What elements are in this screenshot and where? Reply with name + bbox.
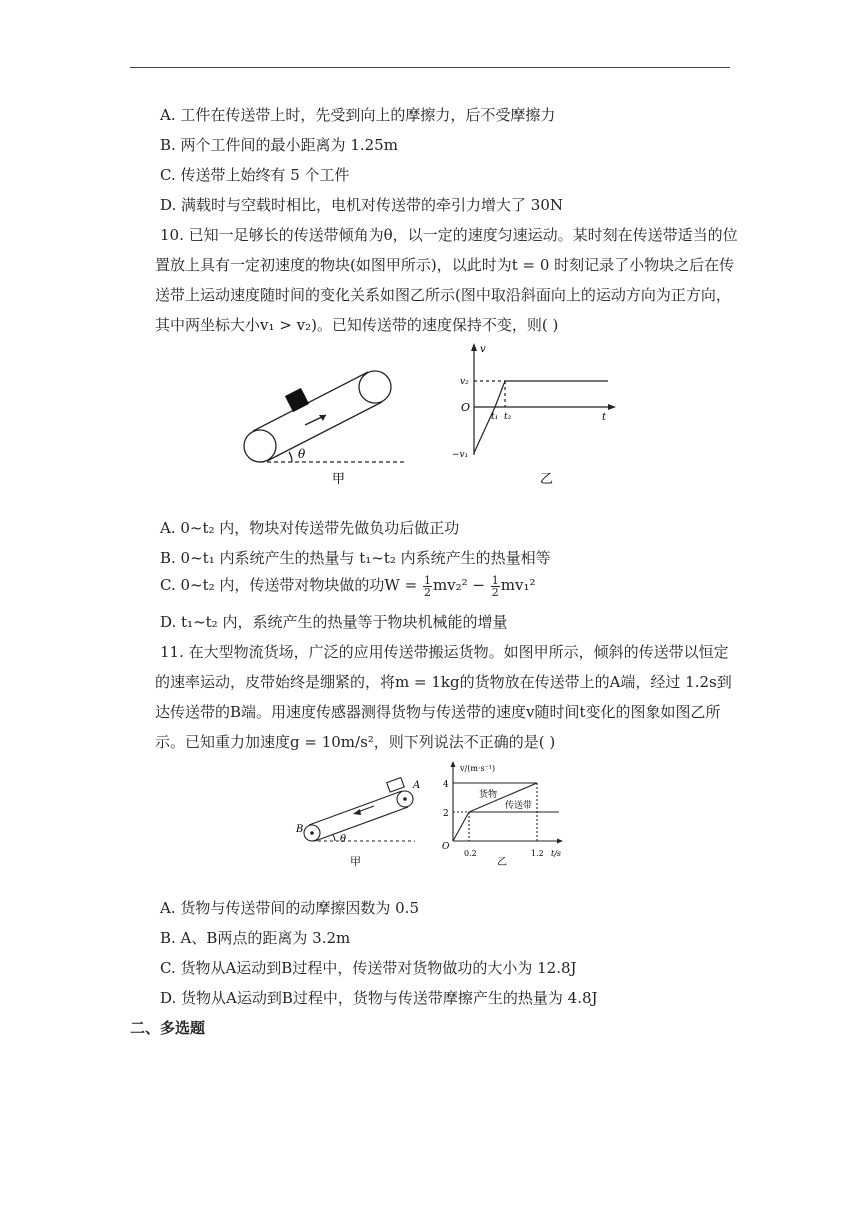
q11-stem-line3: 达传送带的B端。用速度传感器测得货物与传送带的速度v随时间t变化的图象如图乙所 (155, 703, 721, 721)
q10-angle-label: θ (298, 447, 306, 461)
q10-fig-b-t1: t₁ (491, 412, 499, 422)
q10-option-c-text: C. 0~t₂ 内，传送带对物块做的功W = (160, 576, 422, 594)
q10-stem-line4: 其中两坐标大小v₁ > v₂)。已知传送带的速度保持不变，则( ) (155, 316, 559, 334)
q11-stem-line2: 的速率运动，皮带始终是绷紧的，将m = 1kg的货物放在传送带上的A端，经过 1.2s到 (155, 673, 732, 691)
q10-stem-line1: 10. 已知一足够长的传送带倾角为θ，以一定的速度匀速运动。某时刻在传送带适当的位 (160, 226, 738, 244)
q9-option-b: B. 两个工件间的最小距离为 1.25m (160, 136, 398, 154)
q11-fig-b-x-label: t/s (551, 849, 562, 858)
q11-fig-b-tick-12: 1.2 (531, 849, 544, 858)
q11-point-a: A (413, 780, 421, 791)
q10-fraction-1: $\frac{1}{2}$ (423, 573, 431, 599)
q11-fig-b-y-label: v/(m·s⁻¹) (460, 764, 496, 773)
q11-fig-b-belt-label: 传送带 (505, 801, 533, 811)
q10-fig-b-v2: v₂ (460, 377, 469, 387)
q10-fig-a-caption: 甲 (332, 472, 346, 485)
q10-stem-line2: 置放上具有一定初速度的物块(如图甲所示)，以此时为t = 0 时刻记录了小物块之后在传 (155, 256, 735, 274)
q9-option-c: C. 传送带上始终有 5 个工件 (160, 166, 350, 184)
q11-fig-a-caption: 甲 (350, 855, 361, 868)
section-heading: 二、多选题 (130, 1019, 206, 1037)
q10-stem-line3: 送带上运动速度随时间的变化关系如图乙所示(图中取沿斜面向上的运动方向为正方向， (155, 286, 731, 304)
q10-figure-b (450, 340, 620, 490)
q11-fig-b-tick-2: 2 (443, 809, 449, 819)
q11-fig-b-caption: 乙 (497, 857, 507, 867)
q11-option-d: D. 货物从A运动到B过程中，货物与传送带摩擦产生的热量为 4.8J (160, 989, 598, 1007)
q10-option-d: D. t₁~t₂ 内，系统产生的热量等于物块机械能的增量 (160, 613, 508, 631)
header-rule (130, 67, 730, 68)
q11-fig-b-tick-02: 0.2 (464, 849, 477, 858)
q11-stem-line4: 示。已知重力加速度g = 10m/s²，则下列说法不正确的是( ) (155, 733, 556, 751)
q11-option-b: B. A、B两点的距离为 3.2m (160, 929, 351, 947)
q10-figure-a (240, 345, 415, 485)
q10-fraction-2: $\frac{1}{2}$ (491, 573, 499, 599)
q11-fig-b-origin: O (442, 842, 450, 852)
q11-point-b: B (296, 824, 304, 835)
q10-fig-b-caption: 乙 (540, 472, 554, 487)
q10-pulley-top (359, 371, 391, 403)
q11-option-c: C. 货物从A运动到B过程中，传送带对货物做功的大小为 12.8J (160, 959, 577, 977)
q10-option-b: B. 0~t₁ 内系统产生的热量与 t₁~t₂ 内系统产生的热量相等 (160, 549, 551, 567)
q11-figure-b (435, 757, 570, 867)
q10-option-a: A. 0~t₂ 内，物块对传送带先做负功后做正功 (160, 519, 460, 537)
q11-stem-line1: 11. 在大型物流货场，广泛的应用传送带搬运货物。如图甲所示，倾斜的传送带以恒定 (160, 643, 729, 661)
q10-pulley-bottom (244, 430, 276, 462)
q9-option-d: D. 满载时与空载时相比，电机对传送带的牵引力增大了 30N (160, 196, 564, 214)
q10-fig-b-t-axis: t (602, 412, 607, 423)
q11-angle-label: θ (340, 834, 347, 845)
q11-option-a: A. 货物与传送带间的动摩擦因数为 0.5 (160, 899, 419, 917)
q10-fig-b-t2: t₂ (504, 412, 512, 422)
q11-fig-b-cargo-label: 货物 (479, 790, 498, 800)
q10-fig-b-neg-v1: −v₁ (452, 450, 469, 460)
q11-fig-b-tick-4: 4 (443, 780, 449, 790)
q10-block (285, 388, 309, 412)
q10-fig-b-v-axis: v (480, 344, 486, 355)
q10-option-c: C. 0~t₂ 内，传送带对物块做的功W = $\frac{1}{2}$ mv₂² − $\frac{1}{2}$ mv₁² (160, 573, 536, 599)
q10-fig-b-origin: O (461, 401, 471, 414)
q9-option-a: A. 工件在传送带上时，先受到向上的摩擦力，后不受摩擦力 (160, 106, 556, 124)
q11-figure-a (290, 775, 425, 870)
